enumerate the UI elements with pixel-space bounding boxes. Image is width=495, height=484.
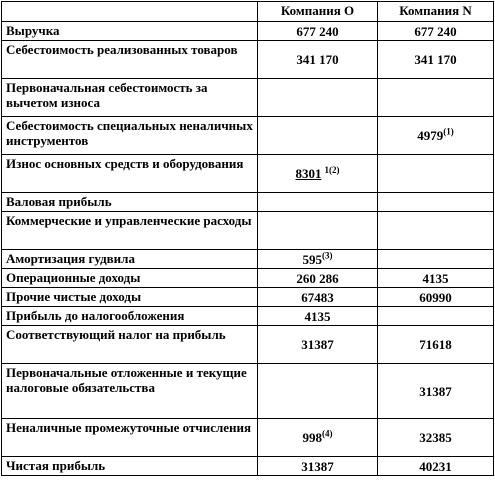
row-label: Первоначальная себестоимость за вычетом износа bbox=[2, 79, 258, 117]
value-company-o bbox=[258, 79, 378, 117]
value-company-n: 31387 bbox=[378, 364, 494, 419]
table-row bbox=[2, 269, 494, 288]
table-row bbox=[2, 307, 494, 326]
row-label: Соответствующий налог на прибыль bbox=[2, 326, 258, 364]
value-company-o: 67483 bbox=[258, 288, 378, 307]
row-label: Себестоимость реализованных товаров bbox=[2, 41, 258, 79]
row-label: Чистая прибыль bbox=[2, 457, 258, 476]
value-company-n: 4135 bbox=[378, 269, 494, 288]
value-company-o bbox=[258, 155, 378, 193]
footnote-marker: (3) bbox=[322, 250, 333, 261]
value-company-n: 71618 bbox=[378, 326, 494, 364]
value-company-n bbox=[378, 212, 494, 250]
value-text: 8301 bbox=[295, 166, 322, 181]
table-row bbox=[2, 79, 494, 117]
value-company-o bbox=[258, 212, 378, 250]
value-company-n bbox=[378, 79, 494, 117]
table-row bbox=[2, 41, 494, 79]
row-label: Первоначальные отложенные и текущие налоговые обязательства bbox=[2, 364, 258, 419]
value-company-n bbox=[378, 250, 494, 269]
value-text: 998 bbox=[302, 430, 322, 445]
value-company-n bbox=[378, 193, 494, 212]
value-company-n bbox=[378, 307, 494, 326]
table-row bbox=[2, 117, 494, 155]
row-label: Валовая прибыль bbox=[2, 193, 258, 212]
row-label: Прибыль до налогообложения bbox=[2, 307, 258, 326]
value-text: 4979 bbox=[417, 128, 444, 143]
header-empty bbox=[2, 2, 258, 22]
table-row bbox=[2, 155, 494, 193]
header-company-n: Компания N bbox=[378, 2, 494, 22]
row-label: Себестоимость специальных неналичных инструментов bbox=[2, 117, 258, 155]
table-row bbox=[2, 193, 494, 212]
value-text: 595 bbox=[302, 251, 322, 267]
value-company-o: 260 286 bbox=[258, 269, 378, 288]
table-row bbox=[2, 457, 494, 476]
table-row bbox=[2, 288, 494, 307]
row-label: Амортизация гудвила bbox=[2, 250, 258, 269]
row-label: Выручка bbox=[2, 22, 258, 41]
value-company-o: 341 170 bbox=[258, 41, 378, 79]
row-label: Операционные доходы bbox=[2, 269, 258, 288]
value-company-n: 341 170 bbox=[378, 41, 494, 79]
header-row bbox=[2, 2, 494, 22]
row-label: Коммерческие и управленческие расходы bbox=[2, 212, 258, 250]
table-row bbox=[2, 212, 494, 250]
value-company-n bbox=[378, 155, 494, 193]
value-company-o bbox=[258, 250, 378, 269]
financial-comparison-table bbox=[1, 1, 494, 476]
table-row bbox=[2, 364, 494, 419]
footnote-marker: 1(2) bbox=[324, 164, 340, 175]
row-label: Износ основных средств и оборудования bbox=[2, 155, 258, 193]
row-label: Неналичные промежуточные отчисления bbox=[2, 419, 258, 457]
header-company-o: Компания O bbox=[258, 2, 378, 22]
value-company-o: 4135 bbox=[258, 307, 378, 326]
value-company-o bbox=[258, 364, 378, 419]
value-company-n: 60990 bbox=[378, 288, 494, 307]
value-company-o: 31387 bbox=[258, 457, 378, 476]
table-row bbox=[2, 22, 494, 41]
value-company-o: 31387 bbox=[258, 326, 378, 364]
value-company-o bbox=[258, 193, 378, 212]
table-row bbox=[2, 419, 494, 457]
value-company-n bbox=[378, 117, 494, 155]
value-company-n: 32385 bbox=[378, 419, 494, 457]
table-row bbox=[2, 250, 494, 269]
value-company-n: 40231 bbox=[378, 457, 494, 476]
row-label: Прочие чистые доходы bbox=[2, 288, 258, 307]
table-row bbox=[2, 326, 494, 364]
value-company-o bbox=[258, 117, 378, 155]
footnote-marker: (4) bbox=[322, 428, 333, 439]
value-company-o: 677 240 bbox=[258, 22, 378, 41]
footnote-marker: (1) bbox=[443, 126, 454, 137]
value-company-n: 677 240 bbox=[378, 22, 494, 41]
value-company-o bbox=[258, 419, 378, 457]
